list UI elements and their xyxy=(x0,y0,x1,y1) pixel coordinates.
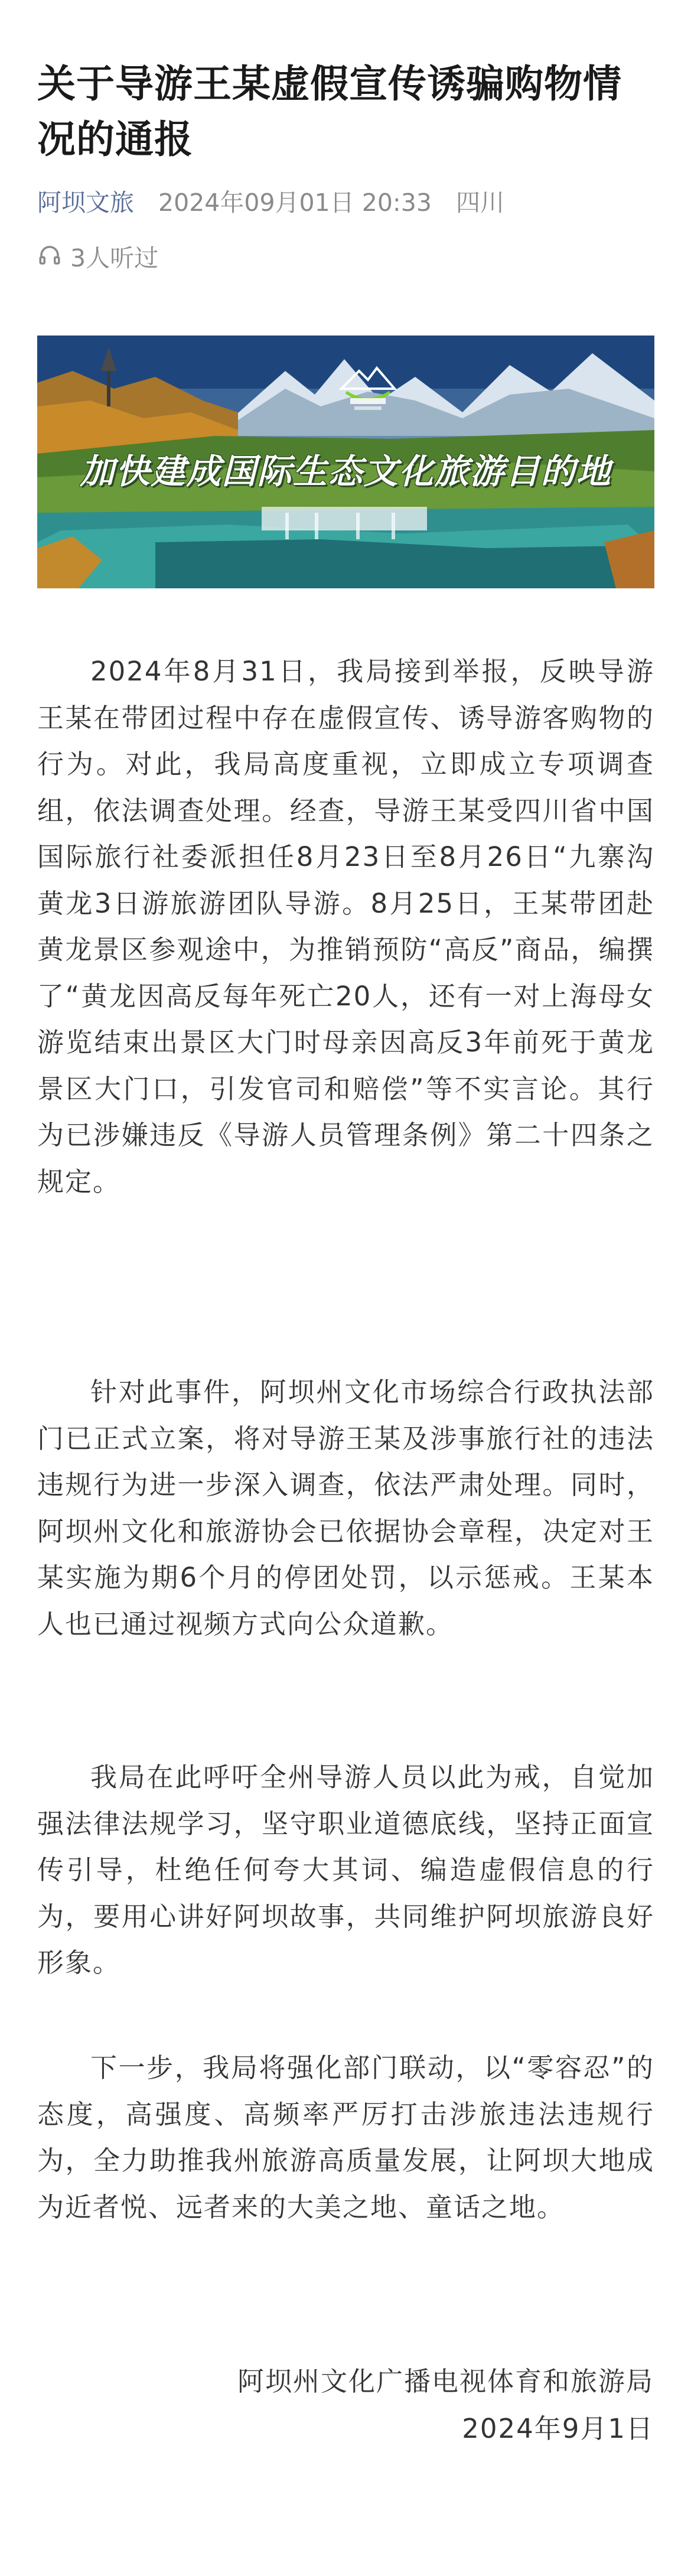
aba-tourism-logo-icon xyxy=(335,359,400,416)
paragraph-1: 2024年8月31日，我局接到举报，反映导游王某在带团过程中存在虚假宣传、诱导游客购物的行为。对此，我局高度重视，立即成立专项调查组，依法调查处理。经查，导游王某受四川省中国国际旅行社委派担任8月23日至8月26日“九寨沟黄龙3日游旅游团队导游。8月25日，王某带团赴黄龙景区参观途中，为推销预防“高反”商品，编撰了“黄龙因高反每年死亡20人，还有一对上海母女游览结束出景区大门时母亲因高反3年前死于黄龙景区大门口，引发官司和赔偿”等不实言论。其行为已涉嫌违反《导游人员管理条例》第二十四条之规定。 xyxy=(37,656,654,1197)
signature-block xyxy=(237,2358,654,2453)
signature-org: 阿坝州文化广播电视体育和旅游局 xyxy=(237,2366,654,2397)
paragraph-4: 下一步，我局将强化部门联动，以“零容忍”的态度，高强度、高频率严厉打击涉旅违法违规行为，全力助推我州旅游高质量发展，让阿坝大地成为近者悦、远者来的大美之地、童话之地。 xyxy=(37,2052,654,2223)
account-name-link[interactable]: 阿坝文旅 xyxy=(37,188,134,217)
paragraph-3: 我局在此呼吁全州导游人员以此为戒，自觉加强法律法规学习，坚守职业道德底线，坚持正面宣传引导，杜绝任何夸大其词、编造虚假信息的行为，要用心讲好阿坝故事，共同维护阿坝旅游良好形象。 xyxy=(37,1761,654,1978)
listen-count[interactable] xyxy=(37,243,158,273)
listen-count-label: 3人听过 xyxy=(70,244,159,272)
headphones-icon xyxy=(37,243,62,274)
signature-date: 2024年9月1日 xyxy=(462,2413,654,2444)
banner-image xyxy=(37,336,654,588)
banner-slogan: 加快建成国际生态文化旅游目的地 xyxy=(80,451,612,491)
paragraph-2: 针对此事件，阿坝州文化市场综合行政执法部门已正式立案，将对导游王某及涉事旅行社的违法违规行为进一步深入调查，依法严肃处理。同时，阿坝州文化和旅游协会已依据协会章程，决定对王某实施为期6个月的停团处罚，以示惩戒。王某本人也已通过视频方式向公众道歉。 xyxy=(37,1376,654,1640)
article-title: 关于导游王某虚假宣传诱骗购物情况的通报 xyxy=(37,62,622,162)
publish-datetime: 2024年09月01日 20:33 xyxy=(158,188,432,217)
article-meta xyxy=(37,188,504,217)
publish-location: 四川 xyxy=(455,188,504,217)
article-body xyxy=(37,649,654,2288)
